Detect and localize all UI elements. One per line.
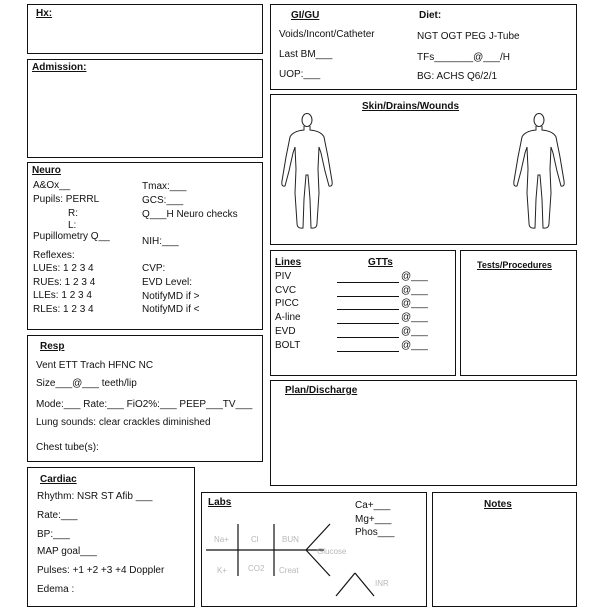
gtt-entry-blank[interactable] <box>337 336 399 338</box>
rate-field[interactable]: Rate:___ <box>37 510 78 521</box>
lab-inr[interactable]: INR <box>375 579 389 588</box>
gtt-entry-blank[interactable] <box>337 281 399 283</box>
bp-field[interactable]: BP:___ <box>37 529 70 540</box>
neuro-section <box>27 162 263 330</box>
pulses-field[interactable]: Pulses: +1 +2 +3 +4 Doppler <box>37 565 165 576</box>
lab-creat[interactable]: Creat <box>279 566 299 575</box>
nih-field[interactable]: NIH:___ <box>142 236 179 247</box>
skin-title: Skin/Drains/Wounds <box>362 101 460 112</box>
lab-co2[interactable]: CO2 <box>248 564 265 573</box>
neuro-checks-field[interactable]: Q___H Neuro checks <box>142 209 238 220</box>
tmax-field[interactable]: Tmax:___ <box>142 181 187 192</box>
chest-tube-field[interactable]: Chest tube(s): <box>36 442 99 453</box>
notes-section <box>432 492 577 607</box>
tests-title: Tests/Procedures <box>477 260 552 270</box>
blood-glucose-field[interactable]: BG: ACHS Q6/2/1 <box>417 71 498 82</box>
cardiac-title: Cardiac <box>40 474 77 485</box>
lab-mg[interactable]: Mg+___ <box>355 514 392 525</box>
lues-field[interactable]: LUEs: 1 2 3 4 <box>33 263 94 274</box>
lles-field[interactable]: LLEs: 1 2 3 4 <box>33 290 92 301</box>
gtt-rate-field[interactable]: @___ <box>401 284 428 296</box>
gtt-rate-field[interactable]: @___ <box>401 312 428 324</box>
labs-title: Labs <box>208 497 232 508</box>
line-item[interactable]: PIV <box>275 271 292 282</box>
tube-feeds-field[interactable]: TFs_______@___/H <box>417 52 510 63</box>
admission-section <box>27 59 263 158</box>
lung-sounds-field[interactable]: Lung sounds: clear crackles diminished <box>36 417 211 428</box>
diet-options[interactable]: NGT OGT PEG J-Tube <box>417 31 520 42</box>
resp-section <box>27 335 263 462</box>
line-item[interactable]: CVC <box>275 284 297 296</box>
neuro-title: Neuro <box>32 165 61 176</box>
tests-section <box>460 250 577 376</box>
gtts-title: GTTs <box>368 257 393 268</box>
lab-cl[interactable]: Cl <box>251 535 259 544</box>
hx-title: Hx: <box>36 8 53 19</box>
plan-title: Plan/Discharge <box>285 385 358 396</box>
labs-section <box>201 492 427 607</box>
gtt-entry-blank[interactable] <box>337 350 399 352</box>
gtt-entry-blank[interactable] <box>337 295 399 297</box>
lab-k[interactable]: K+ <box>217 566 228 575</box>
gtt-rate-field[interactable]: @___ <box>401 271 428 282</box>
gigu-diet-section <box>270 4 577 90</box>
gcs-field[interactable]: GCS:___ <box>142 195 184 206</box>
cvp-field[interactable]: CVP: <box>142 263 166 274</box>
notes-title: Notes <box>484 499 512 510</box>
uop-field[interactable]: UOP:___ <box>279 69 321 80</box>
lines-section <box>270 250 456 376</box>
map-goal-field[interactable]: MAP goal___ <box>37 546 97 557</box>
gigu-title: GI/GU <box>291 10 320 21</box>
admission-title: Admission: <box>32 62 87 73</box>
line-item[interactable]: A-line <box>275 312 301 324</box>
rues-field[interactable]: RUEs: 1 2 3 4 <box>33 277 96 288</box>
gtt-rate-field[interactable]: @___ <box>401 339 428 351</box>
body-front-figure[interactable] <box>277 113 337 231</box>
lines-title: Lines <box>275 257 302 268</box>
pupil-r-field[interactable]: R: <box>68 208 78 219</box>
rles-field[interactable]: RLEs: 1 2 3 4 <box>33 304 94 315</box>
aox-field[interactable]: A&Ox__ <box>33 180 71 191</box>
body-back-figure[interactable] <box>509 113 569 231</box>
rhythm-field[interactable]: Rhythm: NSR ST Afib ___ <box>37 491 153 502</box>
lab-glucose[interactable]: Glucose <box>317 547 347 556</box>
line-item[interactable]: EVD <box>275 325 296 337</box>
plan-section <box>270 380 577 486</box>
lab-bun[interactable]: BUN <box>282 535 299 544</box>
edema-field[interactable]: Edema : <box>37 584 75 595</box>
skin-section <box>270 94 577 245</box>
evd-level-field[interactable]: EVD Level: <box>142 277 193 288</box>
lab-ca[interactable]: Ca+___ <box>355 500 391 511</box>
diet-title: Diet: <box>419 10 442 21</box>
gtt-entry-blank[interactable] <box>337 322 399 324</box>
reflexes-label: Reflexes: <box>33 250 75 261</box>
pupillometry-field[interactable]: Pupillometry Q__ <box>33 231 110 242</box>
resp-title: Resp <box>40 341 65 352</box>
line-item[interactable]: BOLT <box>275 339 301 351</box>
notify-gt-field[interactable]: NotifyMD if > <box>142 291 200 302</box>
hx-section <box>27 4 263 54</box>
gtt-rate-field[interactable]: @___ <box>401 325 428 337</box>
voids-field[interactable]: Voids/Incont/Catheter <box>279 29 375 40</box>
airway-options[interactable]: Vent ETT Trach HFNC NC <box>36 360 154 371</box>
last-bm-field[interactable]: Last BM___ <box>279 49 333 60</box>
gtt-entry-blank[interactable] <box>337 308 399 310</box>
lab-phos[interactable]: Phos___ <box>355 527 395 538</box>
notify-lt-field[interactable]: NotifyMD if < <box>142 304 200 315</box>
pupil-l-field[interactable]: L: <box>68 220 77 231</box>
vent-settings-field[interactable]: Mode:___ Rate:___ FiO2%:___ PEEP___TV___ <box>36 399 253 410</box>
gtt-rate-field[interactable]: @___ <box>401 298 428 310</box>
pupils-field[interactable]: Pupils: PERRL <box>33 194 100 205</box>
tube-size-field[interactable]: Size___@___ teeth/lip <box>36 378 137 389</box>
cardiac-section <box>27 467 195 607</box>
line-item[interactable]: PICC <box>275 298 299 310</box>
lab-na[interactable]: Na+ <box>214 535 229 544</box>
